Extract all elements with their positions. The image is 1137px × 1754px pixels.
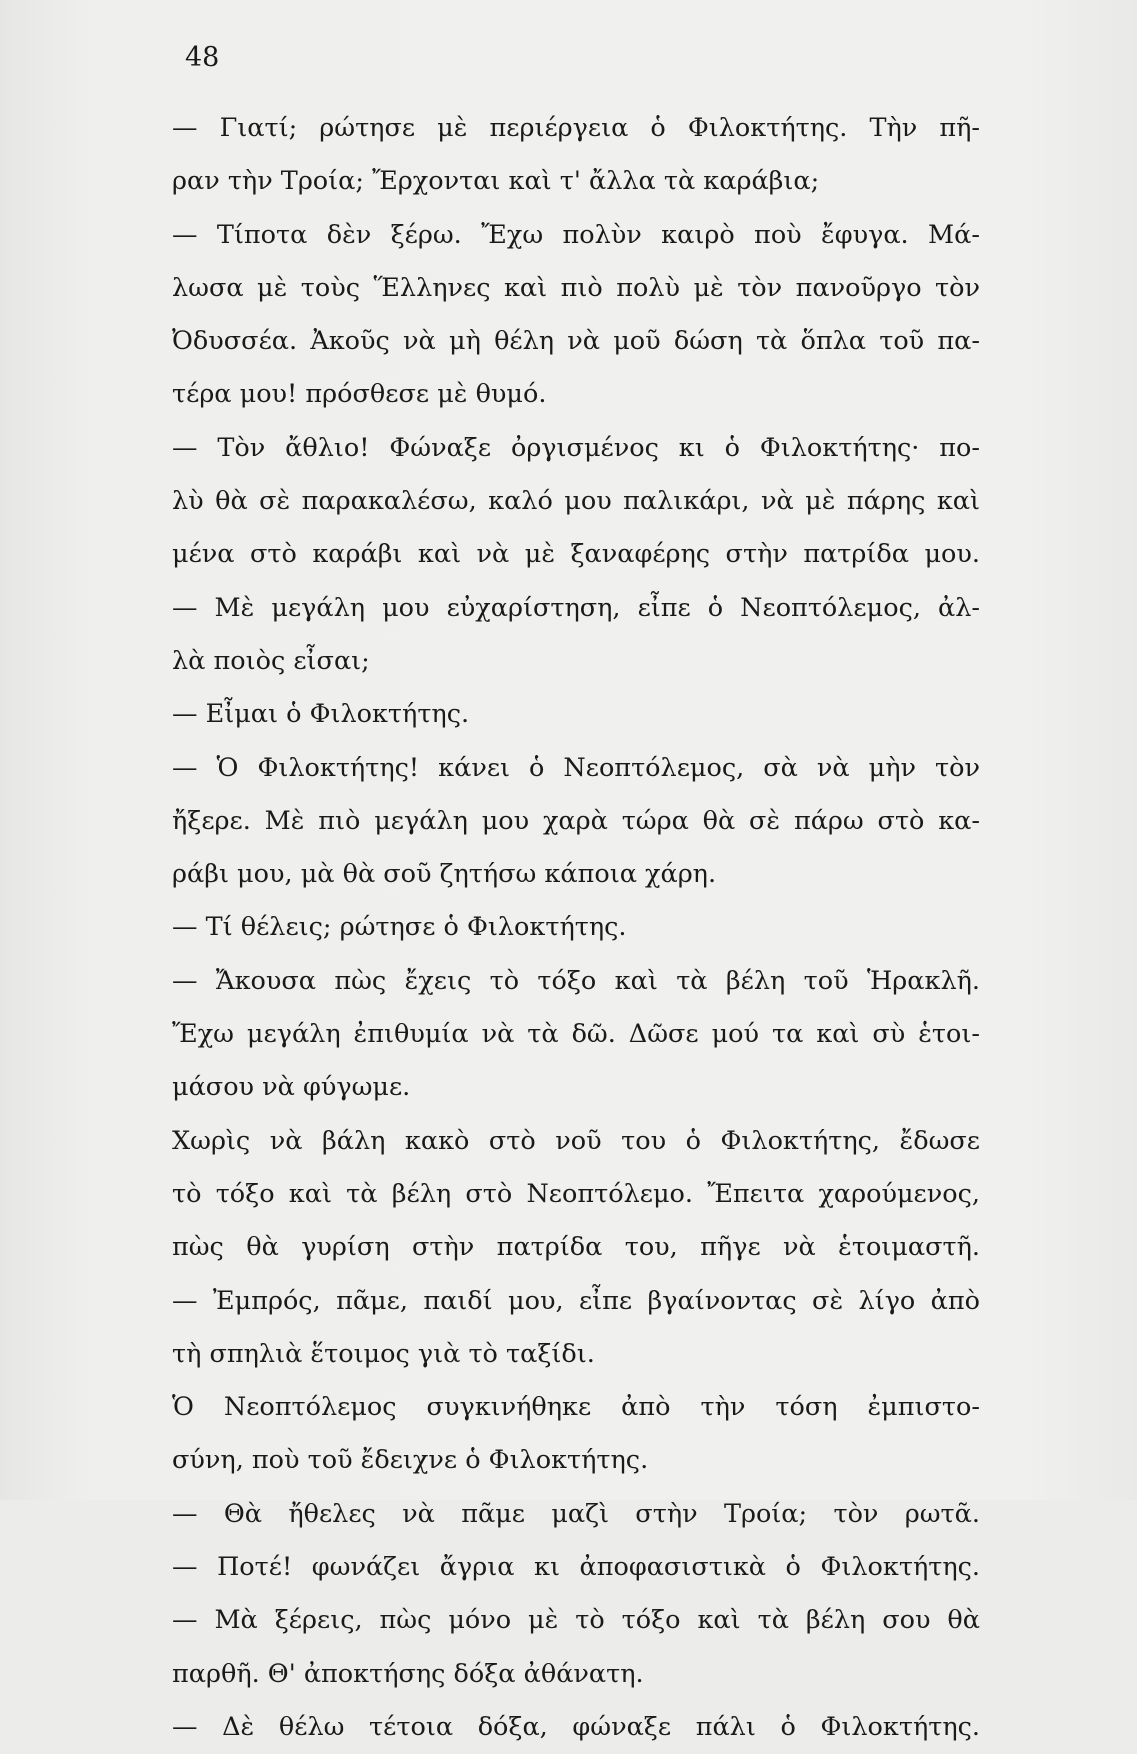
text-line: τέρα μου! πρόσθεσε μὲ θυμό.: [172, 379, 547, 410]
text-line: — Τὸν ἄθλιο! Φώναξε ὀργισμένος κι ὁ Φιλοκτήτης· πο-: [172, 432, 980, 463]
text-line: — Εἶμαι ὁ Φιλοκτήτης.: [172, 699, 470, 730]
text-line: ραν τὴν Τροία; Ἔρχονται καὶ τ' ἄλλα τὰ καράβια;: [172, 166, 820, 197]
text-line: λωσα μὲ τοὺς Ἕλληνες καὶ πιὸ πολὺ μὲ τὸν πανοῦργο τὸν: [172, 272, 980, 303]
body-text: [172, 102, 980, 1754]
text-line: Χωρὶς νὰ βάλη κακὸ στὸ νοῦ του ὁ Φιλοκτήτης, ἔδωσε: [172, 1125, 980, 1156]
text-line: παρθῆ. Θ' ἀποκτήσης δόξα ἀθάνατη.: [172, 1658, 644, 1689]
text-line: Ὀδυσσέα. Ἀκοῦς νὰ μὴ θέλη νὰ μοῦ δώση τὰ ὅπλα τοῦ πα-: [172, 326, 980, 357]
text-line: — Ἐμπρός, πᾶμε, παιδί μου, εἶπε βγαίνοντας σὲ λίγο ἀπὸ: [172, 1285, 980, 1316]
text-line: σύνη, ποὺ τοῦ ἔδειχνε ὁ Φιλοκτήτης.: [172, 1445, 649, 1476]
text-line: — Μὰ ξέρεις, πὼς μόνο μὲ τὸ τόξο καὶ τὰ βέλη σου θὰ: [172, 1605, 980, 1636]
text-line: ἤξερε. Μὲ πιὸ μεγάλη μου χαρὰ τώρα θὰ σὲ πάρω στὸ κα-: [172, 805, 980, 836]
text-line: μάσου νὰ φύγωμε.: [172, 1072, 411, 1103]
text-line: ράβι μου, μὰ θὰ σοῦ ζητήσω κάποια χάρη.: [172, 859, 717, 890]
text-line: — Τί θέλεις; ρώτησε ὁ Φιλοκτήτης.: [172, 912, 627, 943]
text-line: — Γιατί; ρώτησε μὲ περιέργεια ὁ Φιλοκτήτης. Τὴν πῆ-: [172, 113, 980, 143]
text-line: — Μὲ μεγάλη μου εὐχαρίστηση, εἶπε ὁ Νεοπτόλεμος, ἀλ-: [172, 592, 980, 623]
text-line: — Δὲ θέλω τέτοια δόξα, φώναξε πάλι ὁ Φιλοκτήτης.: [172, 1711, 980, 1742]
text-line: — Ποτέ! φωνάζει ἄγρια κι ἀποφασιστικὰ ὁ Φιλοκτήτης.: [172, 1552, 980, 1583]
text-line: μένα στὸ καράβι καὶ νὰ μὲ ξαναφέρης στὴν πατρίδα μου.: [172, 539, 980, 570]
text-line: — Τίποτα δὲν ξέρω. Ἔχω πολὺν καιρὸ ποὺ ἔφυγα. Μά-: [172, 219, 980, 250]
text-line: τὸ τόξο καὶ τὰ βέλη στὸ Νεοπτόλεμο. Ἔπειτα χαρούμενος,: [172, 1178, 980, 1209]
page-number: 48: [185, 42, 220, 73]
text-line: πὼς θὰ γυρίση στὴν πατρίδα του, πῆγε νὰ ἑτοιμαστῆ.: [172, 1232, 980, 1263]
text-line: λὺ θὰ σὲ παρακαλέσω, καλό μου παλικάρι, νὰ μὲ πάρης καὶ: [172, 486, 980, 517]
text-line: Ὁ Νεοπτόλεμος συγκινήθηκε ἀπὸ τὴν τόση ἐμπιστο-: [172, 1392, 980, 1423]
text-line: Ἔχω μεγάλη ἐπιθυμία νὰ τὰ δῶ. Δῶσε μού τα καὶ σὺ ἑτοι-: [172, 1019, 980, 1050]
text-line: — Θὰ ἤθελες νὰ πᾶμε μαζὶ στὴν Τροία; τὸν ρωτᾶ.: [172, 1498, 980, 1529]
text-line: τὴ σπηλιὰ ἕτοιμος γιὰ τὸ ταξίδι.: [172, 1338, 595, 1369]
text-line: λὰ ποιὸς εἶσαι;: [172, 645, 370, 676]
text-line: — Ἄκουσα πὼς ἔχεις τὸ τόξο καὶ τὰ βέλη τοῦ Ἡρακλῆ.: [172, 965, 980, 996]
text-line: — Ὁ Φιλοκτήτης! κάνει ὁ Νεοπτόλεμος, σὰ νὰ μὴν τὸν: [172, 752, 980, 783]
